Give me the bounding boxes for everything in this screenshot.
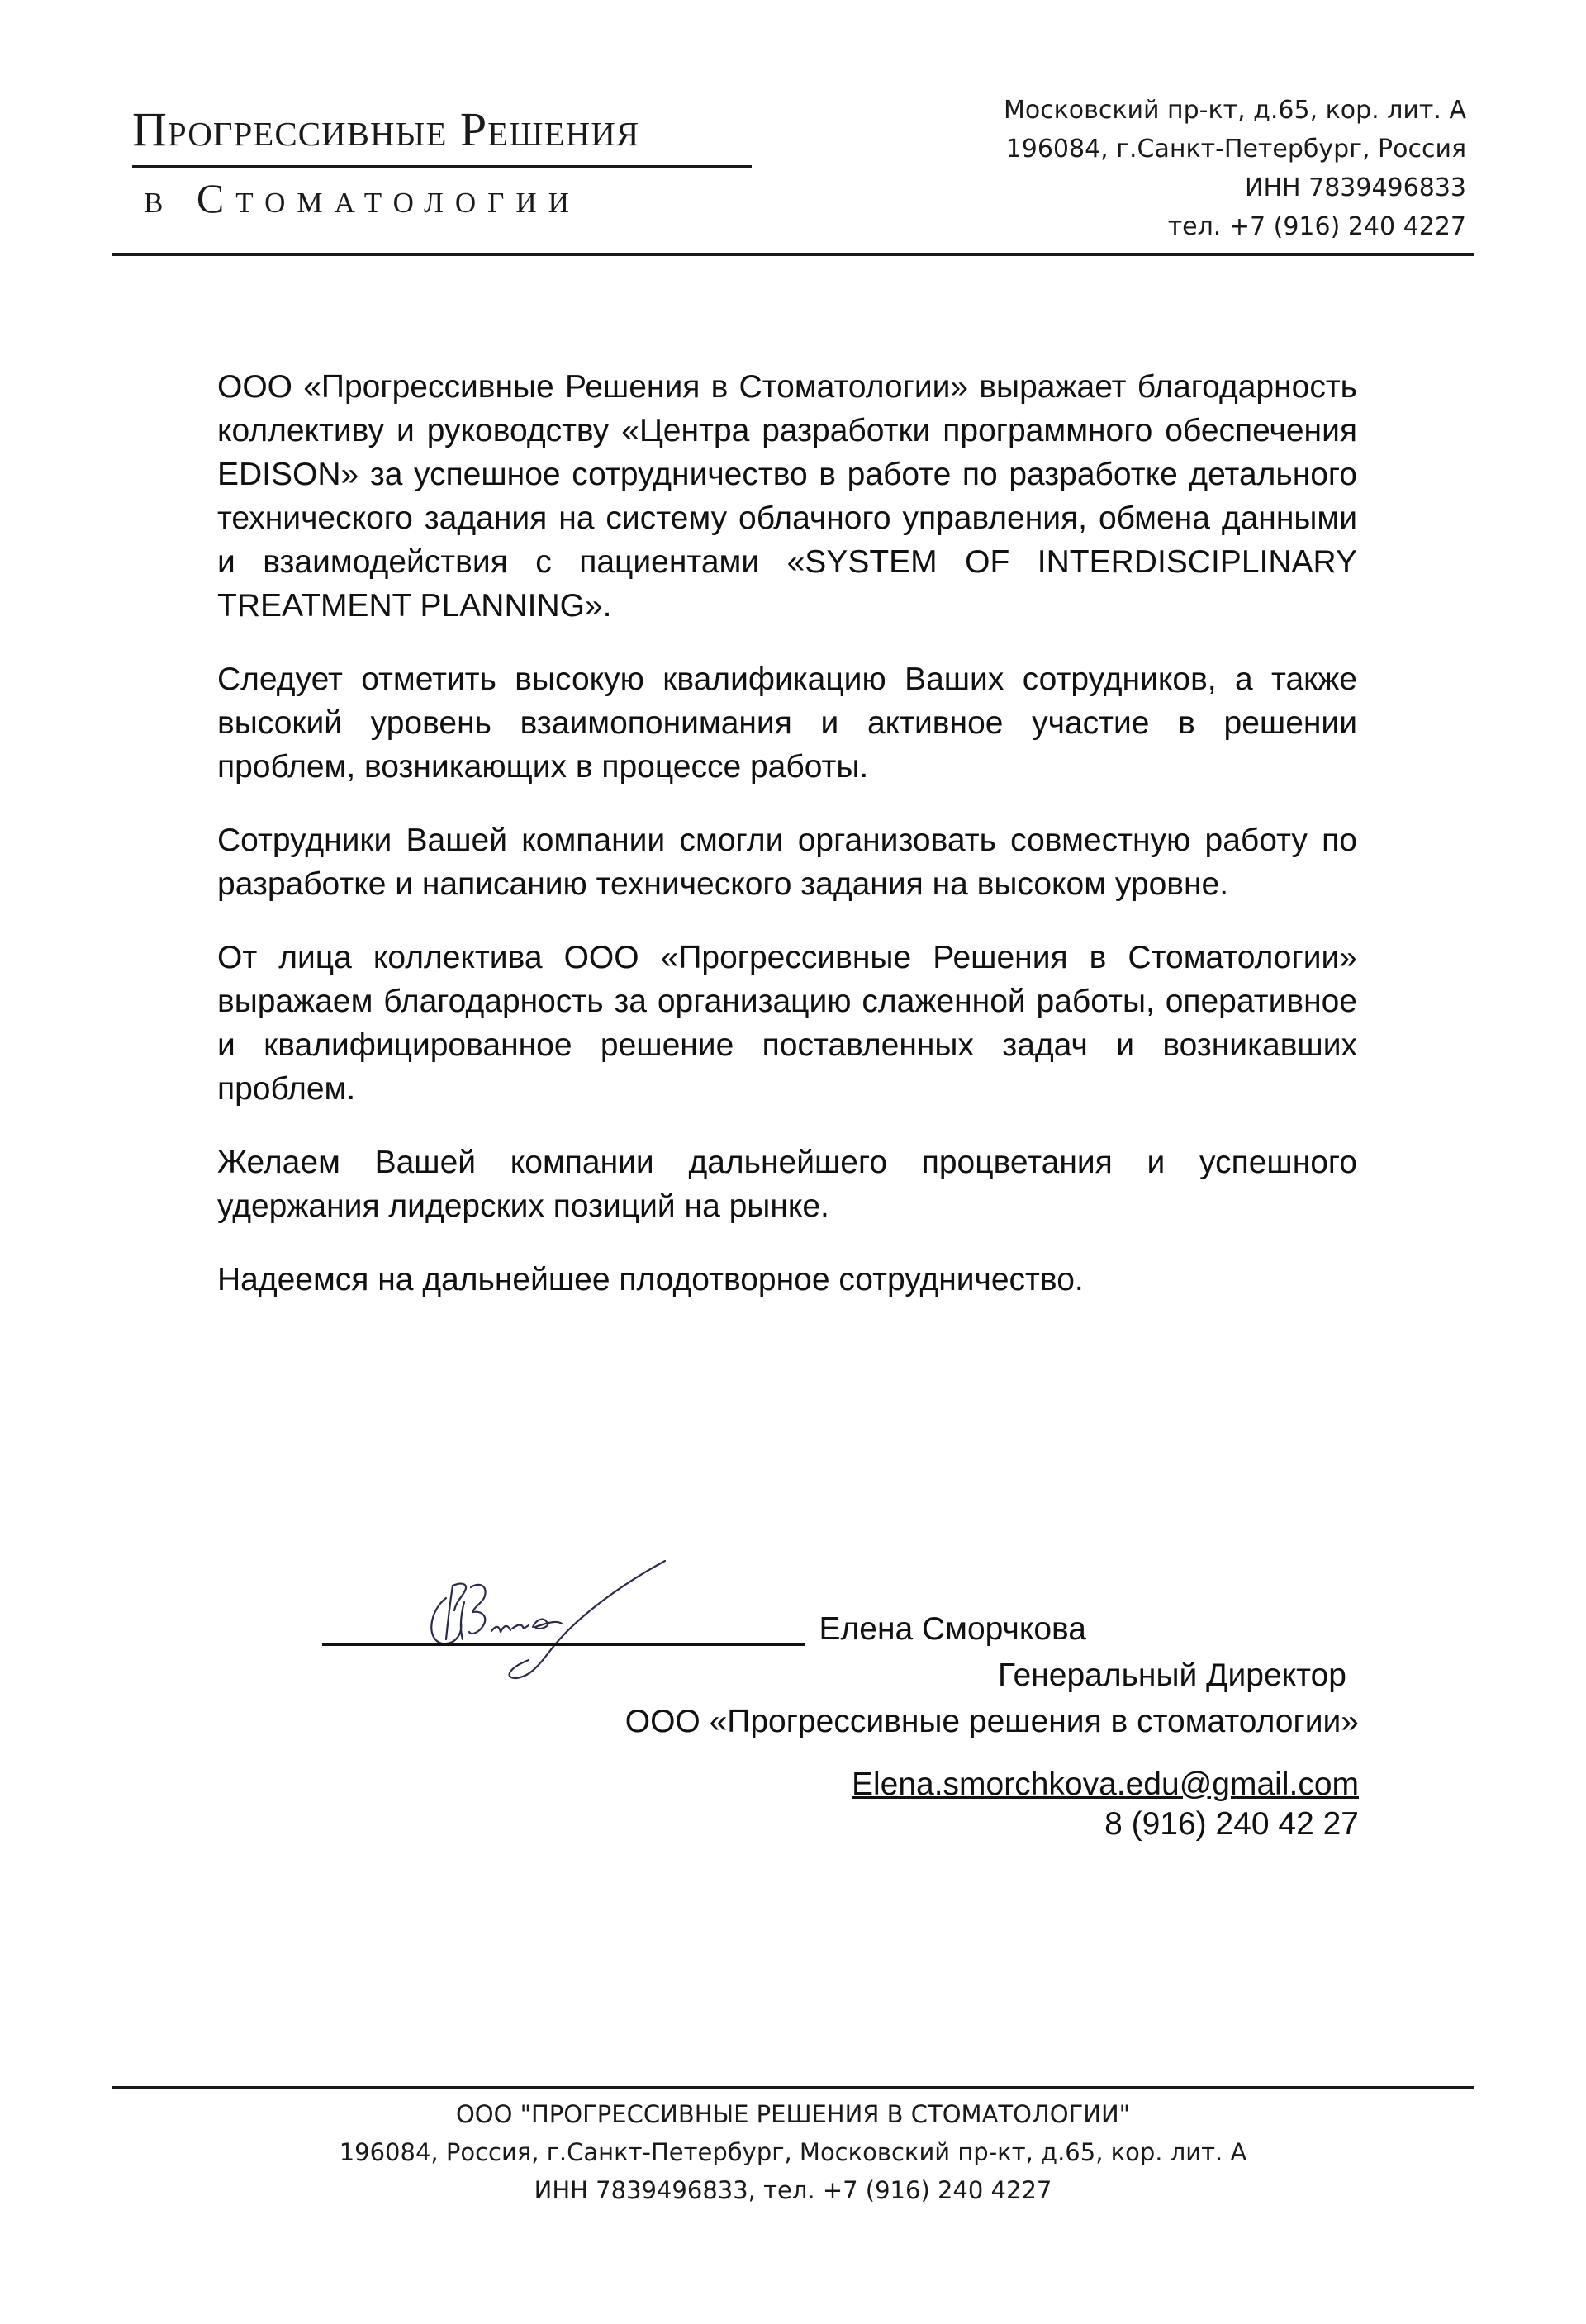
signer-name: Елена Сморчкова [819,1611,1086,1647]
footer-inn: ИНН 7839496833, тел. +7 (916) 240 4227 [534,2176,1052,2204]
logo-title: Прогрессивные Решения [132,102,640,156]
paragraph-5: Желаем Вашей компании дальнейшего процветания и успешного удержания лидерских позиций на рынке. [217,1145,1357,1224]
paragraph-3: Сотрудники Вашей компании смогли организовать совместную работу по разработке и написанию технического задания на высоком уровне. [217,823,1357,902]
footer-address: 196084, Россия, г.Санкт-Петербург, Московский пр-кт, д.65, кор. лит. А [339,2138,1247,2166]
header-divider [112,253,1474,256]
signer-title: Генеральный Директор [998,1658,1346,1693]
address-line: Московский пр-кт, д.65, кор. лит. А [1003,96,1466,125]
signer-block [533,1606,1359,1844]
letter-body [217,365,1357,1331]
footer-company: ООО "ПРОГРЕССИВНЫЕ РЕШЕНИЯ В СТОМАТОЛОГИИ" [455,2100,1131,2128]
signer-company: ООО «Прогрессивные решения в стоматологии» [624,1704,1359,1739]
signer-phone: 8 (916) 240 42 27 [1104,1806,1359,1842]
logo-subtitle: в Стоматологии [144,175,581,221]
phone-line: тел. +7 (916) 240 4227 [1167,212,1466,241]
paragraph-1: ООО «Прогрессивные Решения в Стоматологии» выражает благодарность коллективу и руководству «Центра разработки программного обеспечения EDISON» за успешное сотрудничество в работе по разработке детального технического задания на систему облачного управления, обмена данными и взаимодействия с пациентами «SYSTEM OF INTERDISCIPLINARY TREATMENT PLANNING». [217,369,1357,624]
paragraph-4: От лица коллектива ООО «Прогрессивные Решения в Стоматологии» выражаем благодарность за организацию слаженной работы, оперативное и квалифицированное решение поставленных задач и возникавших проблем. [217,940,1357,1107]
paragraph-6: Надеемся на дальнейшее плодотворное сотрудничество. [217,1262,1084,1297]
city-line: 196084, г.Санкт-Петербург, Россия [1005,135,1466,164]
logo-divider [132,165,752,168]
footer-divider [112,2086,1474,2089]
footer [132,2095,1454,2209]
paragraph-2: Следует отметить высокую квалификацию Ваших сотрудников, а также высокий уровень взаимопонимания и активное участие в решении проблем, возникающих в процессе работы. [217,662,1357,785]
inn-line: ИНН 7839496833 [1245,173,1466,202]
signer-email: Elena.smorchkova.edu@gmail.com [851,1767,1359,1802]
company-logo [132,102,760,221]
letterhead-contact [888,91,1466,246]
